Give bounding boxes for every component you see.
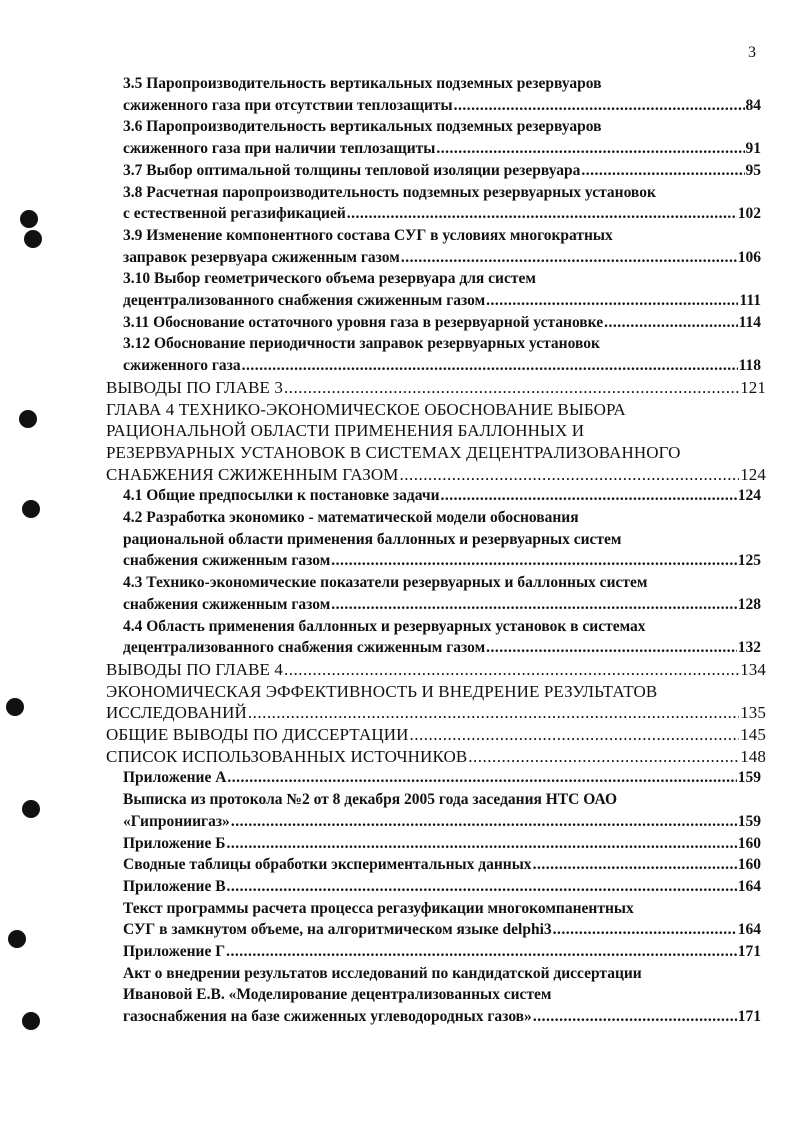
toc-entry-text-line: Выписка из протокола №2 от 8 декабря 2005 года заседания НТС ОАО: [123, 791, 618, 809]
toc-entry-last-line: [123, 94, 761, 118]
toc-page-number: 128: [737, 595, 761, 613]
toc-entry-last-line: [123, 918, 761, 942]
dot-leader: [486, 636, 737, 660]
toc-page-number: 159: [737, 769, 761, 787]
toc-page-number: 95: [745, 161, 761, 179]
toc-entry-text-line: 3.12 Обоснование периодичности заправок резервуарных установок: [123, 335, 600, 353]
toc-page-number: 135: [740, 703, 766, 723]
toc-entry-last-line: [106, 745, 766, 769]
toc-entry-title: ВЫВОДЫ ПО ГЛАВЕ 3: [106, 377, 283, 397]
dot-leader: [227, 875, 737, 899]
toc-entry-title: сжиженного газа при отсутствии теплозащиты: [123, 96, 453, 114]
toc-entry-last-line: [123, 202, 761, 226]
toc-entry-text-line: 3.8 Расчетная паропроизводительность подземных резервуарных установок: [123, 183, 656, 201]
toc-page-number: 111: [739, 292, 761, 309]
page-number: 3: [748, 44, 756, 61]
toc-entry-title: СНАБЖЕНИЯ СЖИЖЕННЫМ ГАЗОМ: [106, 464, 399, 484]
dot-leader: [436, 137, 744, 161]
toc-entry-title: СУГ в замкнутом объеме, на алгоритмическом языке delphi3: [123, 921, 552, 939]
dot-leader: [486, 289, 738, 313]
toc-entry-last-line: [123, 636, 761, 660]
toc-page-number: 171: [737, 1008, 761, 1026]
toc-entry-text-line: Текст программы расчета процесса регазуфикации многокомпанентных: [123, 899, 634, 917]
dot-leader: [401, 246, 737, 270]
toc-page-number: 114: [738, 313, 761, 331]
dot-leader: [454, 94, 745, 118]
toc-entry-last-line: [123, 1005, 761, 1029]
toc-entry-last-line: [123, 289, 761, 313]
dot-leader: [284, 376, 739, 400]
toc-page-number: 125: [737, 552, 761, 570]
toc-entry-last-line: [123, 593, 761, 617]
toc-entry-text-line: ГЛАВА 4 ТЕХНИКО-ЭКОНОМИЧЕСКОЕ ОБОСНОВАНИЕ ВЫБОРА: [106, 399, 626, 419]
toc-page-number: 148: [740, 746, 766, 766]
toc-entry-title: сжиженного газа при наличии теплозащиты: [123, 140, 436, 158]
toc-entry-title: Приложение А: [123, 769, 227, 787]
toc-page-number: 91: [745, 140, 761, 158]
dot-leader: [227, 766, 736, 790]
punch-hole: [24, 230, 42, 248]
toc-entry-last-line: [123, 246, 761, 270]
toc-entry-title: сжиженного газа: [123, 357, 241, 375]
toc-entry-text-line: Акт о внедрении результатов исследований по кандидатской диссертации: [123, 964, 642, 982]
dot-leader: [347, 202, 737, 226]
toc-entry-last-line: [123, 940, 761, 964]
dot-leader: [468, 745, 739, 769]
toc-entry-title: ВЫВОДЫ ПО ГЛАВЕ 4: [106, 659, 283, 679]
toc-entry-last-line: [106, 723, 766, 747]
toc-entry-title: с естественной регазификацией: [123, 205, 346, 223]
dot-leader: [284, 658, 739, 682]
dot-leader: [533, 1005, 737, 1029]
toc-entry-title: Приложение Б: [123, 834, 226, 852]
punch-hole: [22, 1012, 40, 1030]
toc-entry-text-line: 3.10 Выбор геометрического объема резервуара для систем: [123, 270, 536, 288]
toc-entry-last-line: [106, 376, 766, 400]
toc-entry-text-line: ЭКОНОМИЧЕСКАЯ ЭФФЕКТИВНОСТЬ И ВНЕДРЕНИЕ РЕЗУЛЬТАТОВ: [106, 681, 658, 701]
dot-leader: [399, 463, 739, 487]
toc-page-number: 124: [737, 487, 761, 505]
punch-hole: [8, 930, 26, 948]
toc-entry-last-line: [123, 766, 761, 790]
toc-entry-title: Приложение Г: [123, 943, 226, 960]
dot-leader: [533, 853, 737, 877]
dot-leader: [226, 832, 736, 856]
toc-page-number: 102: [737, 205, 761, 223]
toc-entry-text-line: 3.6 Паропроизводительность вертикальных подземных резервуаров: [123, 118, 602, 136]
toc-page-number: 145: [740, 725, 766, 744]
dot-leader: [441, 484, 737, 508]
toc-entry-last-line: [123, 484, 761, 508]
toc-entry-title: децентрализованного снабжения сжиженным газом: [123, 639, 486, 657]
toc-entry-last-line: [123, 159, 761, 183]
toc-entry-title: ОБЩИЕ ВЫВОДЫ ПО ДИССЕРТАЦИИ: [106, 725, 409, 744]
toc-page-number: 164: [737, 921, 761, 939]
toc-entry-last-line: [106, 658, 766, 682]
toc-entry-last-line: [123, 853, 761, 877]
toc-page-number: 124: [740, 464, 766, 484]
toc-entry-last-line: [123, 832, 761, 856]
punch-hole: [22, 500, 40, 518]
toc-page-number: 134: [740, 659, 766, 679]
dot-leader: [409, 723, 739, 747]
dot-leader: [553, 918, 737, 942]
toc-entry-title: ИССЛЕДОВАНИЙ: [106, 703, 247, 723]
toc-page-number: 160: [737, 834, 761, 852]
dot-leader: [331, 593, 736, 617]
punch-hole: [20, 210, 38, 228]
toc-entry-text-line: Ивановой Е.В. «Моделирование децентрализованных систем: [123, 986, 552, 1004]
dot-leader: [581, 159, 744, 183]
toc-entry-text-line: рациональной области применения баллонных и резервуарных систем: [123, 530, 622, 548]
toc-entry-text-line: 4.3 Технико-экономические показатели резервуарных и баллонных систем: [123, 574, 648, 592]
punch-hole: [6, 698, 24, 716]
dot-leader: [331, 549, 736, 573]
toc-entry-title: Приложение В: [123, 877, 226, 895]
toc-page-number: 118: [738, 357, 761, 375]
toc-entry-title: «Гипрониигаз»: [123, 812, 230, 830]
toc-entry-last-line: [123, 810, 761, 834]
toc-page-number: 84: [745, 96, 761, 114]
toc-entry-title: децентрализованного снабжения сжиженным газом: [123, 292, 486, 309]
toc-entry-text-line: 3.9 Изменение компонентного состава СУГ в условиях многократных: [123, 226, 613, 244]
toc-entry-text-line: 4.2 Разработка экономико - математической модели обоснования: [123, 509, 579, 526]
toc-entry-text-line: 4.4 Область применения баллонных и резервуарных установок в системах: [123, 617, 646, 635]
toc-entry-title: 3.7 Выбор оптимальной толщины тепловой изоляции резервуара: [123, 161, 581, 179]
toc-entry-title: заправок резервуара сжиженным газом: [123, 248, 400, 266]
toc-entry-last-line: [123, 354, 761, 378]
toc-entry-title: СПИСОК ИСПОЛЬЗОВАННЫХ ИСТОЧНИКОВ: [106, 746, 468, 766]
toc-entry-last-line: [123, 875, 761, 899]
toc-entry-title: Сводные таблицы обработки экспериментальных данных: [123, 856, 532, 874]
toc-page-number: 160: [737, 856, 761, 874]
toc-page-number: 106: [737, 248, 761, 266]
toc-entry-text-line: 3.5 Паропроизводительность вертикальных подземных резервуаров: [123, 75, 602, 92]
toc-entry-last-line: [106, 463, 766, 487]
toc-entry-title: 3.11 Обоснование остаточного уровня газа в резервуарной установке: [123, 313, 604, 331]
punch-hole: [22, 800, 40, 818]
toc-page-number: 132: [737, 639, 761, 657]
toc-entry-last-line: [123, 549, 761, 573]
toc-entry-title: снабжения сжиженным газом: [123, 552, 331, 570]
toc-entry-last-line: [106, 701, 766, 725]
dot-leader: [604, 311, 737, 335]
toc-page-number: 164: [737, 877, 761, 895]
dot-leader: [242, 354, 738, 378]
punch-hole: [19, 410, 37, 428]
dot-leader: [231, 810, 737, 834]
dot-leader: [248, 701, 739, 725]
toc-entry-last-line: [123, 311, 761, 335]
toc-page-number: 121: [740, 377, 766, 397]
toc-entry-title: газоснабжения на базе сжиженных углеводородных газов»: [123, 1008, 532, 1026]
toc-entry-last-line: [123, 137, 761, 161]
toc-entry-title: 4.1 Общие предпосылки к постановке задачи: [123, 487, 440, 505]
toc-entry-text-line: РЕЗЕРВУАРНЫХ УСТАНОВОК В СИСТЕМАХ ДЕЦЕНТРАЛИЗОВАННОГО: [106, 442, 681, 462]
toc-entry-text-line: РАЦИОНАЛЬНОЙ ОБЛАСТИ ПРИМЕНЕНИЯ БАЛЛОННЫХ И: [106, 421, 585, 441]
toc-page-number: 171: [737, 943, 761, 960]
dot-leader: [226, 940, 737, 964]
toc-entry-title: снабжения сжиженным газом: [123, 595, 331, 613]
toc-page-number: 159: [737, 812, 761, 830]
